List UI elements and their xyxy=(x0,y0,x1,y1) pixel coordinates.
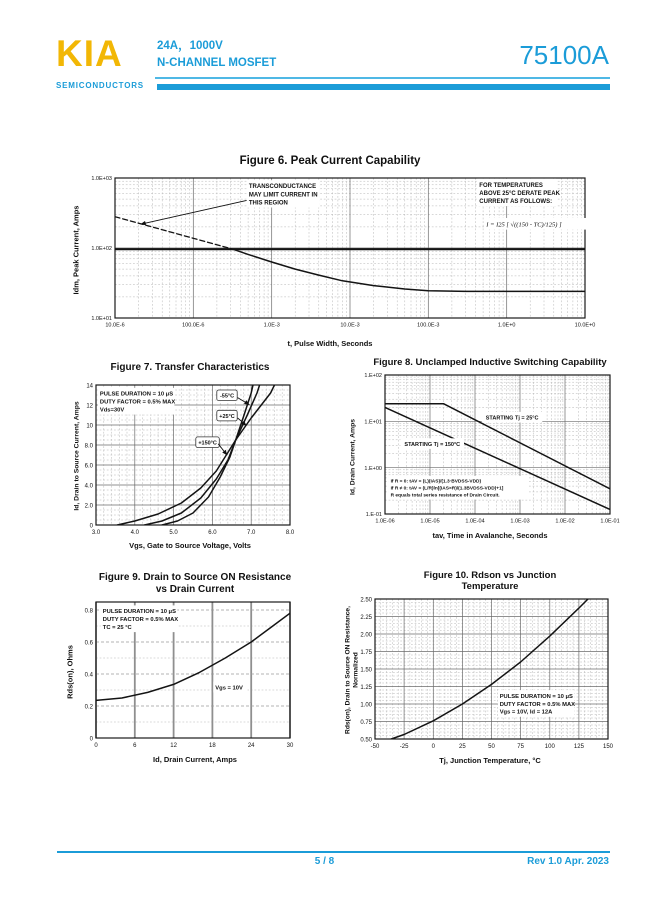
svg-text:DUTY FACTOR = 0.5% MAX: DUTY FACTOR = 0.5% MAX xyxy=(499,701,576,708)
svg-text:Vgs = 10V: Vgs = 10V xyxy=(215,685,243,692)
svg-text:1.0E-05: 1.0E-05 xyxy=(420,518,440,525)
svg-text:If R = 0: tAV = (L)(IAS)/(1.3·: If R = 0: tAV = (L)(IAS)/(1.3·BVDSS-VDD) xyxy=(390,480,482,486)
figure-9-y-axis-label: Rds(on), Ohms xyxy=(65,645,75,699)
svg-text:1.75: 1.75 xyxy=(360,649,372,656)
svg-text:7.0: 7.0 xyxy=(247,530,256,536)
svg-text:TC = 25 °C: TC = 25 °C xyxy=(102,625,132,631)
figure-9-title: Figure 9. Drain to Source ON Resistance vs Drain Current xyxy=(98,572,292,595)
svg-text:2.25: 2.25 xyxy=(360,614,372,621)
svg-text:2.00: 2.00 xyxy=(360,632,372,639)
svg-text:Vgs = 10V, Id = 12A: Vgs = 10V, Id = 12A xyxy=(499,709,553,716)
svg-text:0.2: 0.2 xyxy=(84,704,93,711)
figure-7-x-axis-label: Vgs, Gate to Source Voltage, Volts xyxy=(129,541,251,550)
svg-text:4.0: 4.0 xyxy=(130,530,139,536)
device-spec-line2: N-CHANNEL MOSFET xyxy=(157,56,277,69)
svg-text:1.0E-02: 1.0E-02 xyxy=(555,518,575,525)
figure-7-plot xyxy=(70,376,310,540)
header-rule-thick xyxy=(157,84,610,90)
svg-text:THIS REGION: THIS REGION xyxy=(248,200,288,207)
figure-10-title: Figure 10. Rdson vs Junction Temperature xyxy=(423,570,557,593)
svg-text:1.0E+01: 1.0E+01 xyxy=(91,315,112,322)
svg-text:0: 0 xyxy=(89,523,93,530)
svg-text:+150°C: +150°C xyxy=(198,440,217,447)
svg-text:1.0E+0: 1.0E+0 xyxy=(497,322,516,329)
figure-10-y-axis-label: Rds(on), Drain to Source ON Resistance, Normalized xyxy=(344,606,359,734)
svg-text:PULSE DURATION = 10 μS: PULSE DURATION = 10 μS xyxy=(499,693,573,700)
figure-9 xyxy=(60,572,330,764)
figure-6-plot xyxy=(60,172,600,338)
svg-text:100.0E-3: 100.0E-3 xyxy=(417,322,440,329)
svg-text:24: 24 xyxy=(247,743,255,749)
svg-text:R equals total series resistan: R equals total series resistance of Drain Circuit. xyxy=(390,493,500,499)
svg-text:12: 12 xyxy=(86,403,93,410)
svg-text:Vds=30V: Vds=30V xyxy=(99,407,125,414)
svg-text:1.E+00: 1.E+00 xyxy=(364,466,382,473)
svg-text:10.0E-3: 10.0E-3 xyxy=(340,322,360,329)
svg-text:2.0: 2.0 xyxy=(84,503,93,510)
svg-text:1.E+02: 1.E+02 xyxy=(364,373,382,380)
figure-10 xyxy=(345,570,635,765)
svg-text:4.0: 4.0 xyxy=(84,483,93,490)
svg-text:14: 14 xyxy=(86,383,93,390)
figure-6-x-axis-label: t, Pulse Width, Seconds xyxy=(287,338,373,348)
svg-text:DUTY FACTOR = 0.5% MAX: DUTY FACTOR = 0.5% MAX xyxy=(99,399,176,406)
svg-text:12: 12 xyxy=(170,743,177,749)
svg-text:1.0E+03: 1.0E+03 xyxy=(91,175,112,182)
svg-text:1.0E-03: 1.0E-03 xyxy=(510,518,530,525)
svg-text:I = I25 [ √((150 - TC)/125) ]: I = I25 [ √((150 - TC)/125) ] xyxy=(486,221,562,229)
svg-text:1.E-01: 1.E-01 xyxy=(365,512,382,519)
svg-text:DUTY FACTOR = 0.5% MAX: DUTY FACTOR = 0.5% MAX xyxy=(102,617,179,624)
svg-text:1.25: 1.25 xyxy=(360,684,372,691)
svg-text:0: 0 xyxy=(94,743,98,749)
figure-8-x-axis-label: tav, Time in Avalanche, Seconds xyxy=(432,531,548,541)
svg-text:75: 75 xyxy=(517,743,524,750)
figure-10-x-axis-label: Tj, Junction Temperature, °C xyxy=(439,755,541,765)
svg-text:-25: -25 xyxy=(399,743,409,750)
svg-text:0.6: 0.6 xyxy=(84,640,93,647)
svg-text:ABOVE 25°C DERATE PEAK: ABOVE 25°C DERATE PEAK xyxy=(479,190,560,197)
svg-text:-50: -50 xyxy=(370,743,380,750)
svg-text:1.0E-01: 1.0E-01 xyxy=(600,518,620,525)
svg-text:100.0E-6: 100.0E-6 xyxy=(182,322,205,329)
svg-text:1.0E-04: 1.0E-04 xyxy=(465,518,485,525)
svg-text:0.50: 0.50 xyxy=(360,737,372,744)
svg-text:1.00: 1.00 xyxy=(360,702,372,709)
svg-text:0.4: 0.4 xyxy=(84,672,93,679)
svg-text:25: 25 xyxy=(459,743,466,750)
svg-text:0.8: 0.8 xyxy=(84,608,93,615)
svg-text:50: 50 xyxy=(488,743,495,750)
figure-8-y-axis-label: Id, Drain Current, Amps xyxy=(349,418,357,496)
svg-text:1.50: 1.50 xyxy=(360,667,372,674)
svg-text:PULSE DURATION = 10 μS: PULSE DURATION = 10 μS xyxy=(99,391,174,398)
svg-text:6: 6 xyxy=(133,743,137,749)
svg-text:MAY LIMIT CURRENT IN: MAY LIMIT CURRENT IN xyxy=(248,192,318,199)
svg-text:3.0: 3.0 xyxy=(91,530,101,536)
svg-text:1.E+01: 1.E+01 xyxy=(364,419,382,426)
svg-text:0: 0 xyxy=(89,736,93,743)
figure-8-plot xyxy=(345,370,635,530)
svg-text:CURRENT AS FOLLOWS:: CURRENT AS FOLLOWS: xyxy=(479,198,553,205)
svg-text:6.0: 6.0 xyxy=(84,463,93,470)
svg-text:1.0E-06: 1.0E-06 xyxy=(375,518,395,525)
svg-text:-55°C: -55°C xyxy=(219,393,235,400)
svg-text:2.50: 2.50 xyxy=(360,597,372,604)
page-number: 5 / 8 xyxy=(314,856,335,867)
figure-10-plot xyxy=(345,595,635,755)
svg-text:TRANSCONDUCTANCE: TRANSCONDUCTANCE xyxy=(248,183,317,190)
figure-9-x-axis-label: Id, Drain Current, Amps xyxy=(153,755,237,764)
figure-6-y-axis-label: Idm, Peak Current, Amps xyxy=(71,205,81,295)
svg-text:1.0E-3: 1.0E-3 xyxy=(263,322,280,329)
svg-text:10: 10 xyxy=(86,423,93,430)
svg-text:10.0E+0: 10.0E+0 xyxy=(574,322,596,329)
svg-text:150: 150 xyxy=(602,743,614,750)
svg-text:+25°C: +25°C xyxy=(219,413,235,420)
svg-text:FOR TEMPERATURES: FOR TEMPERATURES xyxy=(479,182,543,189)
svg-text:100: 100 xyxy=(544,743,555,750)
svg-text:8.0: 8.0 xyxy=(285,530,295,536)
svg-text:PULSE DURATION = 10 μS: PULSE DURATION = 10 μS xyxy=(102,609,176,616)
device-spec xyxy=(157,38,276,71)
kia-logo-subtitle: SEMICONDUCTORS xyxy=(56,81,144,90)
figure-7-y-axis-label: Id, Drain to Source Current, Amps xyxy=(73,401,81,511)
svg-text:30: 30 xyxy=(286,743,294,749)
figure-8-title: Figure 8. Unclamped Inductive Switching Capability xyxy=(373,357,607,368)
svg-text:18: 18 xyxy=(209,743,216,749)
revision-label: Rev 1.0 Apr. 2023 xyxy=(527,856,609,867)
svg-text:If R ≠ 0: tAV = (L/R)ln[(IAS×R: If R ≠ 0: tAV = (L/R)ln[(IAS×R)/(1.3BVDSS-VDD)+1] xyxy=(390,486,504,492)
svg-text:0: 0 xyxy=(431,743,435,750)
header-rule-thin xyxy=(155,77,610,79)
svg-text:5.0: 5.0 xyxy=(169,530,178,536)
figure-7-title: Figure 7. Transfer Characteristics xyxy=(110,362,270,373)
figure-6 xyxy=(60,155,600,348)
device-spec-line1: 24A，1000V xyxy=(157,40,223,52)
svg-text:6.0: 6.0 xyxy=(208,530,217,536)
kia-logo: KIA xyxy=(56,33,123,74)
svg-text:125: 125 xyxy=(573,743,584,750)
footer-rule xyxy=(57,851,610,853)
svg-text:10.0E-6: 10.0E-6 xyxy=(105,322,125,329)
svg-text:1.0E+02: 1.0E+02 xyxy=(91,245,112,252)
svg-text:0.75: 0.75 xyxy=(360,719,372,726)
figure-6-title: Figure 6. Peak Current Capability xyxy=(239,155,421,167)
svg-text:STARTING Tj = 150°C: STARTING Tj = 150°C xyxy=(404,442,461,449)
part-number: 75100A xyxy=(519,40,609,70)
svg-text:8.0: 8.0 xyxy=(84,443,93,450)
figure-7 xyxy=(70,362,310,550)
figure-9-plot xyxy=(60,598,330,754)
svg-text:STARTING Tj = 25°C: STARTING Tj = 25°C xyxy=(485,415,539,422)
figure-8 xyxy=(345,357,635,540)
